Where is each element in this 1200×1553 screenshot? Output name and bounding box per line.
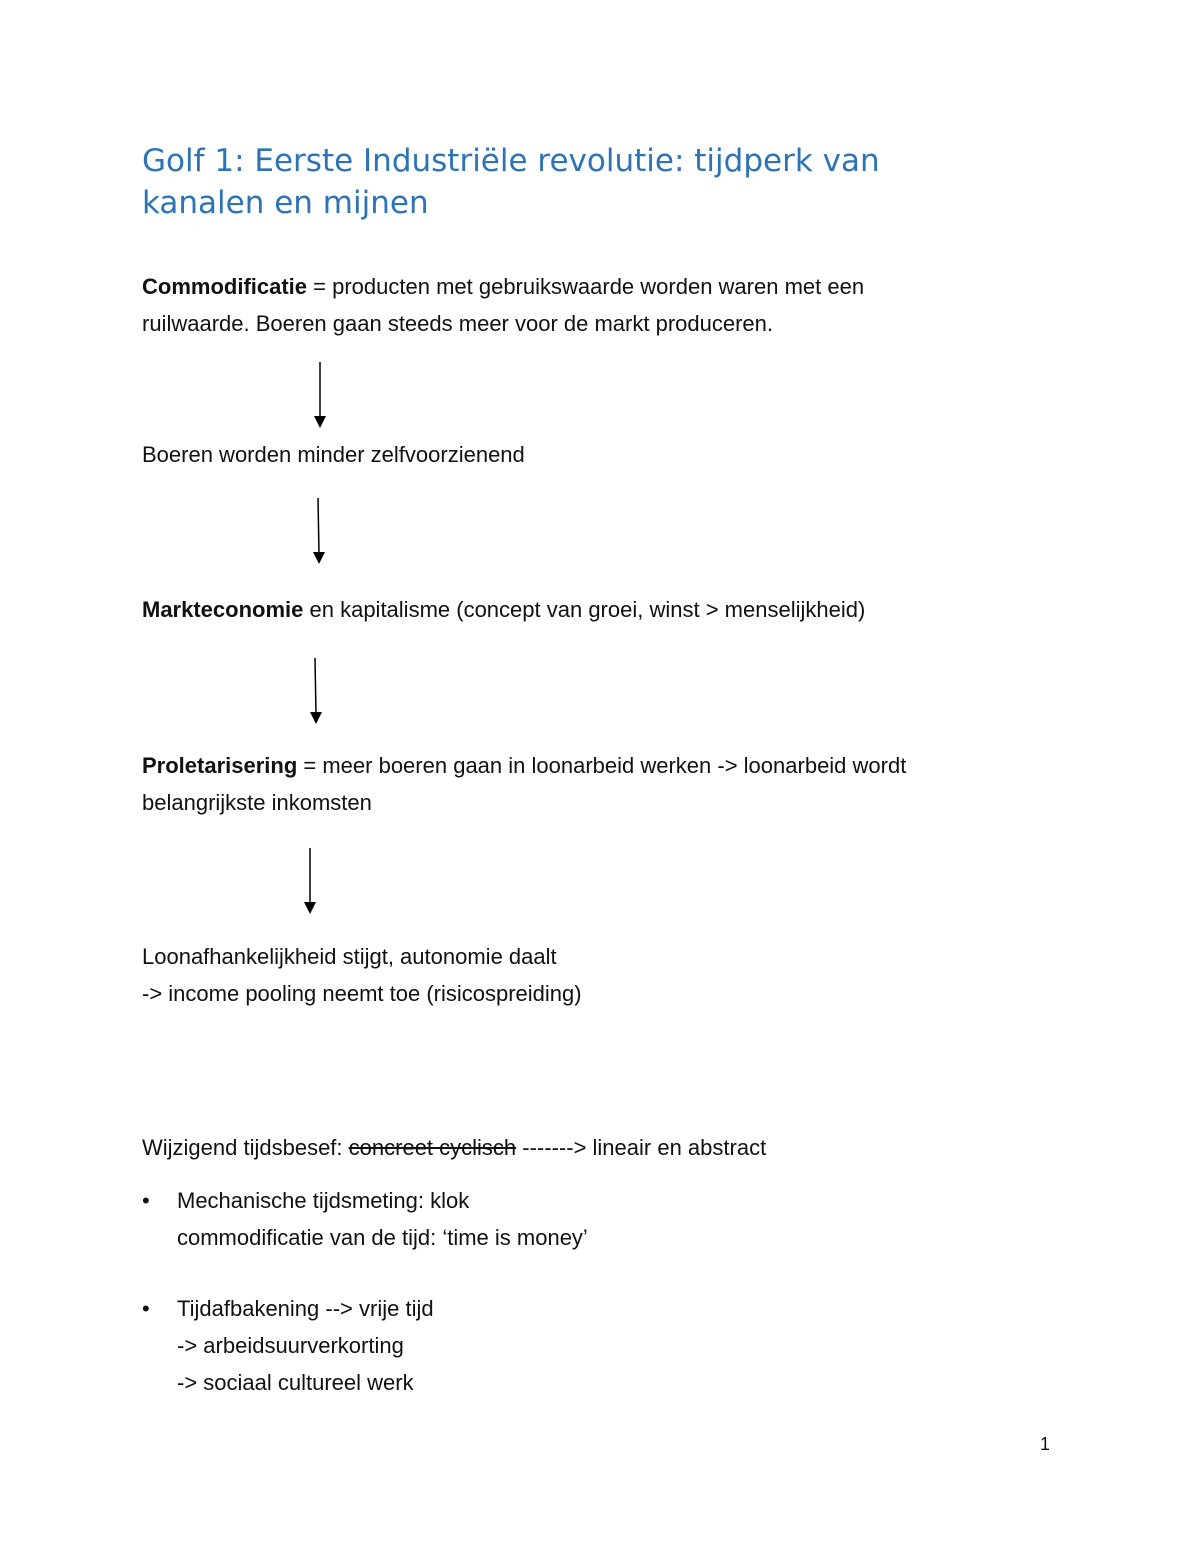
tijdsbesef-line [142,1129,1062,1166]
list-item [142,1182,1062,1256]
paragraph-zelfvoorzienend [142,436,1062,473]
page-title [142,140,1042,224]
bullet-icon: • [142,1296,150,1321]
tijdsbesef-suffix: -------> lineair en abstract [516,1135,767,1160]
term-commodificatie: Commodificatie [142,274,308,299]
zelfvoorzienend-text: Boeren worden minder zelfvoorzienend [142,442,525,467]
markteconomie-line [142,591,1062,628]
list-item-line: commodificatie van de tijd: ‘time is money’ [177,1225,588,1250]
paragraph-markteconomie [142,591,1062,628]
list-item-line: Mechanische tijdsmeting: klok [177,1188,470,1213]
list-item-text [177,1182,588,1256]
paragraph-tijdsbesef [142,1129,1062,1166]
tijdsbesef-prefix: Wijzigend tijdsbesef: [142,1135,349,1160]
loonafhankelijkheid-line-2: -> income pooling neemt toe (risicospreiding) [142,981,582,1006]
proletarisering-line-1 [142,747,1062,784]
commodificatie-line-2: ruilwaarde. Boeren gaan steeds meer voor de markt produceren. [142,311,774,336]
proletarisering-line-2: belangrijkste inkomsten [142,790,372,815]
page-number: 1 [1040,1434,1051,1454]
list-item-text [177,1290,434,1401]
title-line-1: Golf 1: Eerste Industriële revolutie: tijdperk van [142,143,880,179]
loonafhankelijkheid-line-1: Loonafhankelijkheid stijgt, autonomie daalt [142,944,557,969]
paragraph-proletarisering [142,747,1062,821]
list-item-line: Tijdafbakening --> vrije tijd [177,1296,434,1321]
commodificatie-line-1 [142,268,1062,305]
list-item-line: -> arbeidsuurverkorting [177,1333,404,1358]
list-item [142,1290,1062,1401]
list-item-line: -> sociaal cultureel werk [177,1370,414,1395]
down-arrow-icon [306,658,326,726]
down-arrow-icon [300,848,320,916]
down-arrow-icon [309,498,329,566]
tijdsbesef-struck-text: concreet cyclisch [348,1135,517,1160]
markteconomie-rest: en kapitalisme (concept van groei, winst > menselijkheid) [303,597,866,622]
commodificatie-definition: = producten met gebruikswaarde worden waren met een [307,274,865,299]
paragraph-loonafhankelijkheid [142,938,1062,1012]
title-line-2: kanalen en mijnen [142,185,429,221]
paragraph-commodificatie [142,268,1062,342]
term-markteconomie: Markteconomie [142,597,304,622]
bullet-icon: • [142,1188,150,1213]
term-proletarisering: Proletarisering [142,753,298,778]
proletarisering-definition: = meer boeren gaan in loonarbeid werken -> loonarbeid wordt [297,753,907,778]
down-arrow-icon [310,362,330,430]
